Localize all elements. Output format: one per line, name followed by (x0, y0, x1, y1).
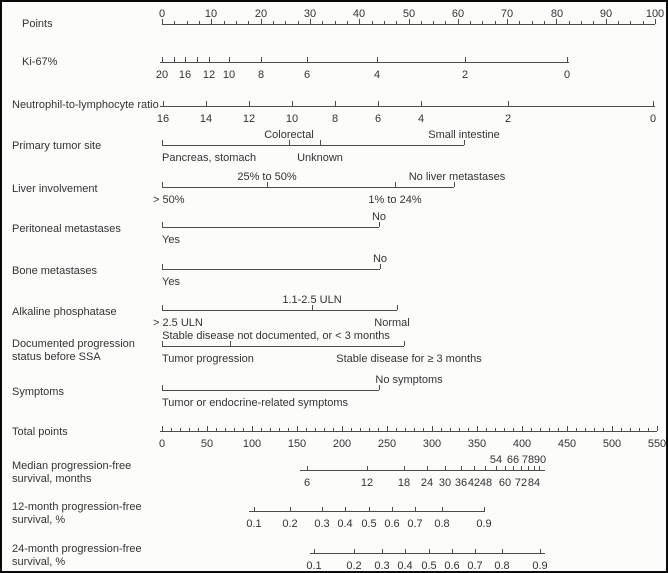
pfs-12-month-value-below: 0.2 (282, 518, 298, 530)
liver-involvement-axis (162, 187, 454, 188)
nlr-value-below: 6 (374, 113, 382, 125)
liver-involvement-tick (162, 182, 163, 187)
nlr-tick (378, 101, 379, 106)
peritoneal-metastases-axis (162, 227, 379, 228)
points-value-above: 50 (402, 8, 416, 20)
nlr-value-below: 10 (285, 113, 299, 125)
points-tick (581, 21, 582, 24)
pfs-24-month-label: survival, % (12, 556, 66, 568)
total-points-tick (585, 428, 586, 431)
pfs-24-month-value-below: 0.7 (467, 560, 483, 572)
total-points-tick (495, 428, 496, 431)
primary-tumor-site-value-below: Unknown (297, 152, 343, 164)
median-pfs-months-tick (307, 466, 308, 470)
total-points-tick (621, 428, 622, 431)
liver-involvement-tick (395, 182, 396, 187)
total-points-value-below: 250 (377, 438, 397, 450)
median-pfs-months-tick (367, 466, 368, 470)
total-points-tick (423, 428, 424, 431)
points-tick (470, 21, 471, 24)
total-points-tick (180, 428, 181, 431)
points-tick (630, 21, 631, 24)
total-points-tick (486, 428, 487, 431)
median-pfs-months-value-below: 42 (467, 477, 481, 489)
points-tick (445, 21, 446, 24)
pfs-24-month-value-below: 0.2 (346, 560, 362, 572)
symptoms-label: Symptoms (12, 386, 64, 398)
points-tick (396, 21, 397, 24)
points-tick (224, 21, 225, 24)
median-pfs-months-tick (534, 466, 535, 470)
pfs-12-month-label: survival, % (12, 514, 66, 526)
median-pfs-months-label: survival, months (12, 473, 92, 485)
nlr-axis (160, 106, 655, 107)
ki67-value-below: 16 (178, 69, 192, 81)
ki67-value-below: 0 (563, 69, 571, 81)
points-tick (285, 21, 286, 24)
total-points-tick (657, 426, 658, 431)
total-points-tick (306, 428, 307, 431)
primary-tumor-site-value-above: Small intestine (428, 129, 500, 141)
primary-tumor-site-tick (162, 140, 163, 145)
ki67-value-below: 4 (373, 69, 381, 81)
ki67-value-below: 6 (303, 69, 311, 81)
total-points-tick (369, 428, 370, 431)
pfs-24-month-value-below: 0.1 (306, 560, 322, 572)
alkaline-phosphatase-tick (397, 305, 398, 310)
progression-status-axis (162, 346, 404, 347)
peritoneal-metastases-value-below: Yes (162, 234, 180, 246)
nlr-tick (335, 101, 336, 106)
points-tick (199, 21, 200, 24)
points-tick (643, 21, 644, 24)
points-value-above: 60 (451, 8, 465, 20)
nlr-value-below: 2 (504, 113, 512, 125)
median-pfs-months-value-above: 90 (533, 454, 547, 466)
median-pfs-months-value-below: 72 (514, 477, 528, 489)
total-points-label: Total points (12, 426, 68, 438)
primary-tumor-site-label: Primary tumor site (12, 140, 102, 152)
bone-metastases-axis (162, 269, 380, 270)
nlr-tick (249, 101, 250, 106)
nlr-value-below: 4 (417, 113, 425, 125)
pfs-12-month-tick (484, 507, 485, 511)
total-points-tick (162, 426, 163, 431)
pfs-24-month-label: 24-month progression-free (12, 543, 142, 555)
median-pfs-months-value-below: 18 (397, 477, 411, 489)
points-value-above: 80 (550, 8, 564, 20)
pfs-12-month-value-below: 0.4 (337, 518, 353, 530)
total-points-tick (234, 428, 235, 431)
median-pfs-months-value-below: 84 (527, 477, 541, 489)
total-points-tick (171, 428, 172, 431)
total-points-tick (387, 426, 388, 431)
median-pfs-months-tick (404, 466, 405, 470)
pfs-12-month-axis (249, 511, 485, 512)
total-points-tick (531, 428, 532, 431)
total-points-tick (639, 428, 640, 431)
points-tick (433, 21, 434, 24)
median-pfs-months-tick (445, 466, 446, 470)
pfs-12-month-value-below: 0.5 (361, 518, 377, 530)
pfs-12-month-tick (254, 507, 255, 511)
liver-involvement-value-below: 1% to 24% (368, 194, 422, 206)
points-value-above: 30 (303, 8, 317, 20)
total-points-tick (261, 428, 262, 431)
alkaline-phosphatase-label: Alkaline phosphatase (12, 306, 117, 318)
progression-status-tick (404, 341, 405, 346)
nlr-tick (292, 101, 293, 106)
ki67-tick (307, 57, 308, 62)
total-points-tick (648, 428, 649, 431)
pfs-12-month-tick (290, 507, 291, 511)
total-points-tick (450, 428, 451, 431)
total-points-tick (522, 426, 523, 431)
total-points-tick (612, 426, 613, 431)
median-pfs-months-value-above: 54 (489, 454, 503, 466)
progression-status-value-below: Tumor progression (162, 353, 254, 365)
points-label: Points (22, 18, 53, 30)
nlr-value-below: 14 (199, 113, 213, 125)
pfs-24-month-tick (429, 549, 430, 553)
median-pfs-months-tick (528, 466, 529, 470)
pfs-12-month-value-below: 0.9 (476, 518, 492, 530)
points-tick (544, 21, 545, 24)
pfs-24-month-axis (310, 553, 545, 554)
pfs-24-month-tick (540, 549, 541, 553)
pfs-12-month-tick (392, 507, 393, 511)
pfs-12-month-value-below: 0.3 (314, 518, 330, 530)
pfs-12-month-tick (415, 507, 416, 511)
total-points-tick (207, 426, 208, 431)
total-points-tick (342, 426, 343, 431)
ki67-tick (174, 57, 175, 62)
points-tick (372, 21, 373, 24)
points-tick (482, 21, 483, 24)
pfs-24-month-value-below: 0.9 (532, 560, 548, 572)
median-pfs-months-tick (427, 466, 428, 470)
total-points-value-below: 400 (512, 438, 532, 450)
nlr-tick (508, 101, 509, 106)
alkaline-phosphatase-value-above: 1.1-2.5 ULN (282, 294, 342, 306)
median-pfs-months-tick (539, 466, 540, 470)
symptoms-tick (162, 385, 163, 390)
total-points-tick (225, 428, 226, 431)
pfs-12-month-value-below: 0.6 (384, 518, 400, 530)
points-tick (322, 21, 323, 24)
total-points-tick (198, 428, 199, 431)
points-tick (519, 21, 520, 24)
ki67-tick (162, 57, 163, 62)
ki67-tick (377, 57, 378, 62)
points-value-above: 100 (645, 8, 665, 20)
symptoms-value-above: No symptoms (375, 374, 443, 386)
total-points-value-below: 350 (467, 438, 487, 450)
median-pfs-months-tick (496, 466, 497, 470)
pfs-24-month-value-below: 0.5 (421, 560, 437, 572)
pfs-24-month-value-below: 0.3 (374, 560, 390, 572)
points-tick (335, 21, 336, 24)
symptoms-axis (162, 390, 379, 391)
peritoneal-metastases-value-above: No (371, 211, 387, 223)
median-pfs-months-axis (300, 470, 545, 471)
total-points-tick (414, 428, 415, 431)
points-tick (248, 21, 249, 24)
points-tick (618, 21, 619, 24)
points-tick (384, 21, 385, 24)
progression-status-label: Documented progression (12, 338, 135, 350)
total-points-value-below: 100 (242, 438, 262, 450)
pfs-24-month-tick (354, 549, 355, 553)
pfs-24-month-tick (452, 549, 453, 553)
points-value-above: 10 (204, 8, 218, 20)
median-pfs-months-value-below: 30 (438, 477, 452, 489)
pfs-24-month-tick (382, 549, 383, 553)
total-points-tick (396, 428, 397, 431)
total-points-tick (324, 428, 325, 431)
pfs-24-month-value-below: 0.8 (494, 560, 510, 572)
points-tick (298, 21, 299, 24)
median-pfs-months-value-above: 78 (521, 454, 535, 466)
total-points-tick (279, 428, 280, 431)
total-points-tick (558, 428, 559, 431)
median-pfs-months-tick (505, 466, 506, 470)
ki67-tick (465, 57, 466, 62)
ki67-tick (197, 57, 198, 62)
median-pfs-months-value-below: 36 (454, 477, 468, 489)
progression-status-label: status before SSA (12, 351, 101, 363)
pfs-12-month-value-below: 0.7 (407, 518, 423, 530)
ki67-label: Ki-67% (22, 56, 58, 68)
total-points-tick (540, 428, 541, 431)
total-points-tick (576, 428, 577, 431)
pfs-12-month-tick (369, 507, 370, 511)
pfs-12-month-tick (322, 507, 323, 511)
alkaline-phosphatase-value-below: > 2.5 ULN (153, 317, 203, 329)
progression-status-value-below: Stable disease for ≥ 3 months (336, 353, 482, 365)
total-points-value-below: 0 (158, 438, 166, 450)
total-points-tick (432, 426, 433, 431)
ki67-tick (185, 57, 186, 62)
total-points-tick (252, 426, 253, 431)
total-points-axis (160, 431, 657, 432)
total-points-value-below: 500 (602, 438, 622, 450)
peritoneal-metastases-label: Peritoneal metastases (12, 223, 121, 235)
median-pfs-months-value-below: 60 (498, 477, 512, 489)
total-points-tick (594, 428, 595, 431)
points-tick (236, 21, 237, 24)
total-points-value-below: 200 (332, 438, 352, 450)
pfs-24-month-value-below: 0.6 (444, 560, 460, 572)
bone-metastases-value-below: Yes (162, 276, 180, 288)
median-pfs-months-tick (474, 466, 475, 470)
median-pfs-months-tick (513, 466, 514, 470)
alkaline-phosphatase-axis (162, 310, 397, 311)
pfs-12-month-tick (345, 507, 346, 511)
liver-involvement-label: Liver involvement (12, 183, 98, 195)
points-tick (187, 21, 188, 24)
nlr-value-below: 12 (242, 113, 256, 125)
points-tick (495, 21, 496, 24)
nlr-tick (421, 101, 422, 106)
nlr-tick (206, 101, 207, 106)
ki67-value-below: 10 (222, 69, 236, 81)
total-points-tick (216, 428, 217, 431)
points-value-above: 40 (352, 8, 366, 20)
ki67-axis (160, 62, 569, 63)
primary-tumor-site-value-below: Pancreas, stomach (162, 152, 257, 164)
total-points-value-below: 300 (422, 438, 442, 450)
total-points-tick (405, 428, 406, 431)
liver-involvement-value-above: No liver metastases (408, 171, 506, 183)
total-points-tick (513, 428, 514, 431)
nlr-tick (653, 101, 654, 106)
total-points-tick (270, 428, 271, 431)
total-points-tick (459, 428, 460, 431)
progression-status-value-above: Stable disease not documented, or < 3 months (162, 330, 390, 342)
pfs-24-month-tick (502, 549, 503, 553)
liver-involvement-value-below: > 50% (153, 194, 185, 206)
symptoms-value-below: Tumor or endocrine-related symptoms (162, 397, 349, 409)
ki67-value-below: 20 (155, 69, 169, 81)
median-pfs-months-value-below: 48 (479, 477, 493, 489)
primary-tumor-site-value-above: Colorectal (264, 129, 314, 141)
alkaline-phosphatase-tick (162, 305, 163, 310)
pfs-12-month-label: 12-month progression-free (12, 501, 142, 513)
ki67-tick (229, 57, 230, 62)
median-pfs-months-value-above: 66 (506, 454, 520, 466)
total-points-value-below: 150 (287, 438, 307, 450)
total-points-tick (477, 426, 478, 431)
total-points-tick (315, 428, 316, 431)
median-pfs-months-tick (461, 466, 462, 470)
total-points-tick (360, 428, 361, 431)
ki67-tick (209, 57, 210, 62)
total-points-tick (351, 428, 352, 431)
total-points-tick (297, 426, 298, 431)
total-points-tick (441, 428, 442, 431)
total-points-tick (288, 428, 289, 431)
points-tick (593, 21, 594, 24)
points-tick (569, 21, 570, 24)
pfs-12-month-value-below: 0.8 (434, 518, 450, 530)
bone-metastases-label: Bone metastases (12, 265, 97, 277)
ki67-tick (567, 57, 568, 62)
points-tick (174, 21, 175, 24)
peritoneal-metastases-tick (162, 222, 163, 227)
median-pfs-months-label: Median progression-free (12, 460, 132, 472)
total-points-tick (504, 428, 505, 431)
primary-tumor-site-tick (320, 140, 321, 145)
alkaline-phosphatase-value-below: Normal (374, 317, 410, 329)
total-points-tick (333, 428, 334, 431)
pfs-24-month-tick (314, 549, 315, 553)
total-points-value-below: 550 (647, 438, 667, 450)
bone-metastases-value-above: No (372, 253, 388, 265)
ki67-value-below: 2 (461, 69, 469, 81)
total-points-value-below: 50 (200, 438, 214, 450)
points-value-above: 70 (500, 8, 514, 20)
bone-metastases-tick (162, 264, 163, 269)
median-pfs-months-value-below: 24 (420, 477, 434, 489)
median-pfs-months-tick (485, 466, 486, 470)
primary-tumor-site-axis (162, 145, 464, 146)
median-pfs-months-tick (521, 466, 522, 470)
pfs-24-month-tick (475, 549, 476, 553)
points-tick (421, 21, 422, 24)
total-points-value-below: 450 (557, 438, 577, 450)
liver-involvement-value-above: 25% to 50% (237, 171, 297, 183)
pfs-12-month-value-below: 0.1 (246, 518, 262, 530)
points-value-above: 0 (158, 8, 166, 20)
total-points-tick (603, 428, 604, 431)
pfs-12-month-tick (442, 507, 443, 511)
median-pfs-months-value-below: 6 (303, 477, 311, 489)
pfs-24-month-value-below: 0.4 (397, 560, 413, 572)
total-points-tick (378, 428, 379, 431)
nlr-value-below: 0 (649, 113, 657, 125)
nlr-value-below: 16 (156, 113, 170, 125)
total-points-tick (243, 428, 244, 431)
total-points-tick (567, 426, 568, 431)
nlr-tick (163, 101, 164, 106)
pfs-24-month-tick (405, 549, 406, 553)
total-points-tick (549, 428, 550, 431)
points-tick (273, 21, 274, 24)
total-points-tick (189, 428, 190, 431)
ki67-tick (261, 57, 262, 62)
ki67-value-below: 12 (202, 69, 216, 81)
points-tick (532, 21, 533, 24)
points-tick (347, 21, 348, 24)
points-value-above: 20 (254, 8, 268, 20)
points-value-above: 90 (599, 8, 613, 20)
points-axis (162, 24, 655, 25)
total-points-tick (468, 428, 469, 431)
median-pfs-months-value-below: 12 (360, 477, 374, 489)
ki67-value-below: 8 (257, 69, 265, 81)
total-points-tick (630, 428, 631, 431)
nlr-value-below: 8 (331, 113, 339, 125)
nlr-label: Neutrophil-to-lymphocyte ratio (12, 99, 159, 111)
